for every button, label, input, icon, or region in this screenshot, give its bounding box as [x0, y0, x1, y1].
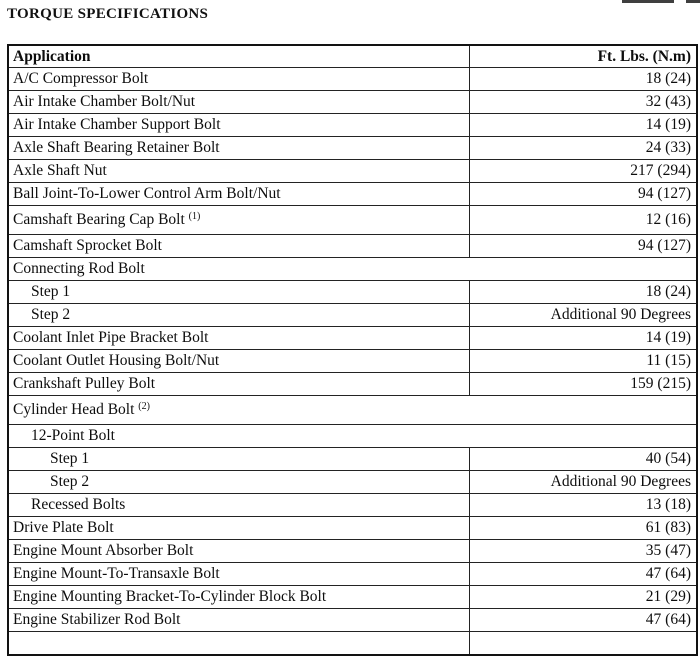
application-label: Coolant Outlet Housing Bolt/Nut [13, 352, 220, 369]
table-row [8, 160, 697, 183]
torque-value-cell: Additional 90 Degrees [470, 471, 698, 494]
table-row [8, 327, 697, 350]
application-label: Engine Mount-To-Transaxle Bolt [13, 565, 220, 582]
application-label: Connecting Rod Bolt [13, 260, 145, 277]
application-cell [8, 471, 470, 494]
application-cell [8, 632, 470, 656]
torque-value-cell [470, 632, 698, 656]
application-cell [8, 396, 697, 425]
application-label: Axle Shaft Bearing Retainer Bolt [13, 139, 220, 156]
application-cell [8, 517, 470, 540]
table-row-partial [8, 632, 697, 656]
application-label: Air Intake Chamber Bolt/Nut [13, 93, 196, 110]
torque-value-cell: 14 (19) [470, 327, 698, 350]
application-cell [8, 304, 470, 327]
application-cell [8, 327, 470, 350]
torque-value-cell: 40 (54) [470, 448, 698, 471]
application-label: Engine Mount Absorber Bolt [13, 542, 194, 559]
application-cell [8, 68, 470, 91]
application-cell [8, 494, 470, 517]
table-row [8, 350, 697, 373]
application-cell [8, 350, 470, 373]
application-cell [8, 183, 470, 206]
table-row [8, 304, 697, 327]
toolbar-button-fragment [622, 0, 674, 3]
torque-value-cell: 217 (294) [470, 160, 698, 183]
torque-value-cell: 13 (18) [470, 494, 698, 517]
table-row [8, 258, 697, 281]
application-cell [8, 425, 697, 448]
table-row [8, 114, 697, 137]
application-label: Step 1 [50, 450, 90, 467]
footnote-reference: (1) [188, 211, 201, 222]
application-label: Step 2 [50, 473, 90, 490]
application-cell [8, 609, 470, 632]
torque-value-cell: 18 (24) [470, 68, 698, 91]
application-cell [8, 235, 470, 258]
application-cell [8, 258, 697, 281]
application-label: Step 2 [31, 306, 71, 323]
table-row [8, 609, 697, 632]
table-row [8, 235, 697, 258]
application-label: A/C Compressor Bolt [13, 70, 149, 87]
table-row [8, 396, 697, 425]
application-label: Engine Stabilizer Rod Bolt [13, 611, 181, 628]
application-cell [8, 373, 470, 396]
table-row [8, 494, 697, 517]
table-row [8, 517, 697, 540]
torque-value-cell: 94 (127) [470, 183, 698, 206]
footnote-reference: (2) [138, 401, 150, 412]
application-label: Cylinder Head Bolt [13, 401, 135, 418]
table-row [8, 540, 697, 563]
table-row [8, 471, 697, 494]
application-label: Crankshaft Pulley Bolt [13, 375, 156, 392]
application-cell [8, 586, 470, 609]
page-title: TORQUE SPECIFICATIONS [7, 6, 209, 22]
application-label: Axle Shaft Nut [13, 162, 107, 179]
torque-value-cell: 18 (24) [470, 281, 698, 304]
spec-table-body [8, 68, 697, 656]
column-header-application: Application [8, 45, 470, 68]
application-label: Recessed Bolts [31, 496, 126, 513]
table-row [8, 425, 697, 448]
torque-value-cell: Additional 90 Degrees [470, 304, 698, 327]
application-label: Engine Mounting Bracket-To-Cylinder Block Bolt [13, 588, 327, 605]
torque-value-cell: 21 (29) [470, 586, 698, 609]
application-label: Ball Joint-To-Lower Control Arm Bolt/Nut [13, 185, 281, 202]
toolbar-button-fragment [686, 0, 700, 3]
torque-value-cell: 61 (83) [470, 517, 698, 540]
application-cell [8, 160, 470, 183]
torque-spec-table [7, 44, 698, 656]
torque-value-cell: 32 (43) [470, 91, 698, 114]
table-row [8, 206, 697, 235]
application-cell [8, 91, 470, 114]
torque-value-cell: 12 (16) [470, 206, 698, 235]
torque-value-cell: 35 (47) [470, 540, 698, 563]
application-label: Camshaft Sprocket Bolt [13, 237, 162, 254]
torque-value-cell: 11 (15) [470, 350, 698, 373]
torque-value-cell: 159 (215) [470, 373, 698, 396]
table-row [8, 586, 697, 609]
torque-value-cell: 94 (127) [470, 235, 698, 258]
application-label: Air Intake Chamber Support Bolt [13, 116, 221, 133]
application-cell [8, 137, 470, 160]
table-row [8, 137, 697, 160]
application-label: 12-Point Bolt [31, 427, 115, 444]
torque-value-cell: 47 (64) [470, 609, 698, 632]
table-header-row [8, 45, 697, 68]
application-cell [8, 206, 470, 235]
application-label: Step 1 [31, 283, 71, 300]
table-row [8, 281, 697, 304]
application-cell [8, 281, 470, 304]
application-cell [8, 448, 470, 471]
torque-value-cell: 47 (64) [470, 563, 698, 586]
torque-value-cell: 24 (33) [470, 137, 698, 160]
application-cell [8, 114, 470, 137]
table-row [8, 91, 697, 114]
column-header-torque: Ft. Lbs. (N.m) [470, 45, 698, 68]
table-row [8, 68, 697, 91]
application-label: Coolant Inlet Pipe Bracket Bolt [13, 329, 209, 346]
application-label: Camshaft Bearing Cap Bolt [13, 211, 185, 228]
table-row [8, 563, 697, 586]
table-row [8, 373, 697, 396]
table-header [8, 45, 697, 68]
table-row [8, 448, 697, 471]
application-cell [8, 563, 470, 586]
table-row [8, 183, 697, 206]
torque-value-cell: 14 (19) [470, 114, 698, 137]
application-cell [8, 540, 470, 563]
application-label: Drive Plate Bolt [13, 519, 114, 536]
